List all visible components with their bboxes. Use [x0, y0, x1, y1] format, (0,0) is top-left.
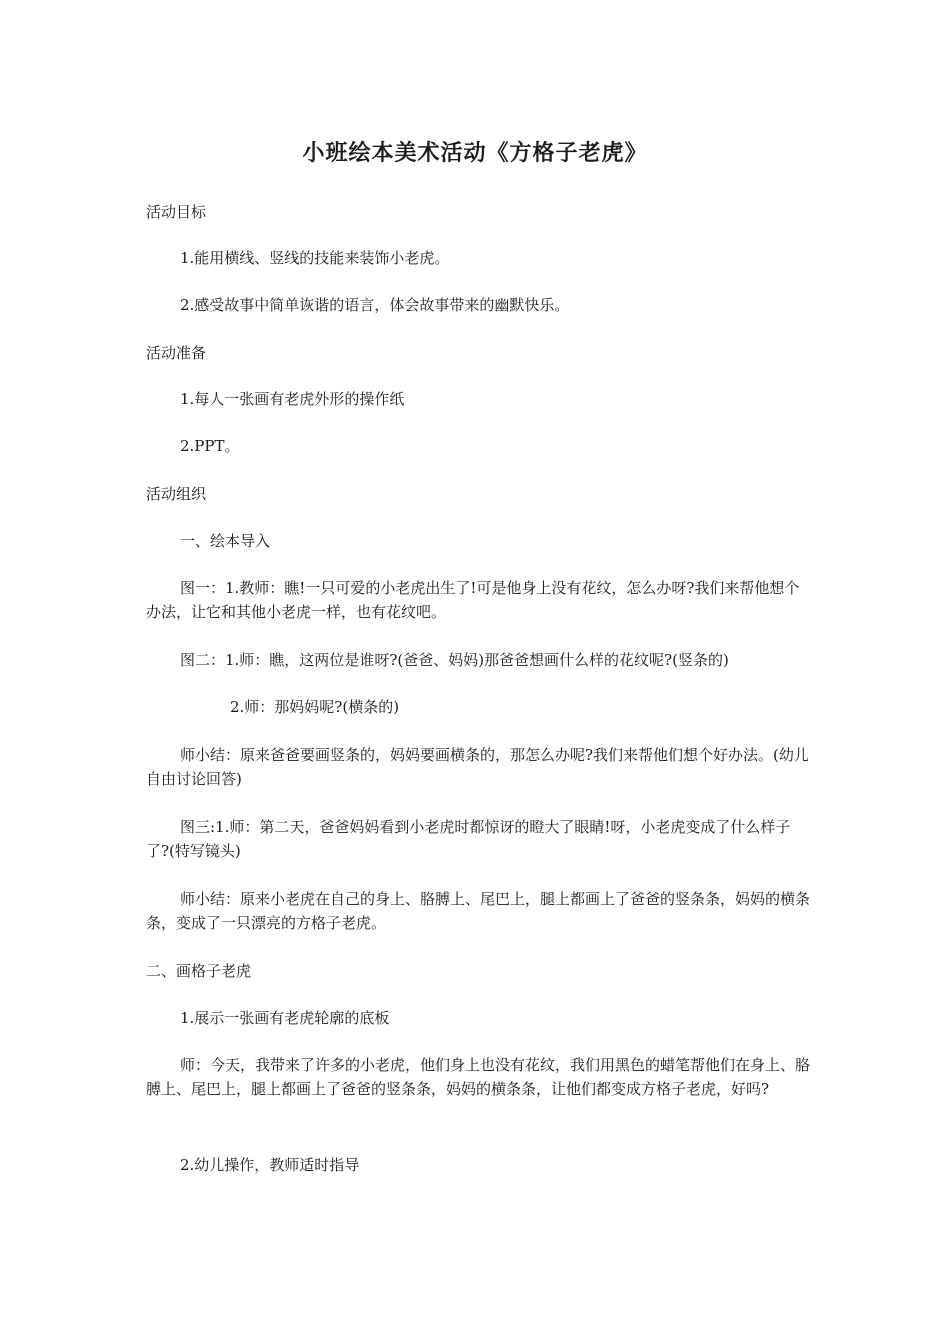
- teacher-talk-paragraph: 师：今天，我带来了许多的小老虎，他们身上也没有花纹，我们用黑色的蜡笔帮他们在身上、胳膊上、尾巴上，腿上都画上了爸爸的竖条条，妈妈的横条条，让他们都变成方格子老虎，好吗?: [146, 1056, 811, 1098]
- goal-item-1: 1.能用横线、竖线的技能来装饰小老虎。: [180, 249, 450, 267]
- part2-heading: 二、画格子老虎: [146, 962, 252, 980]
- step-2: 2.幼儿操作，教师适时指导: [180, 1156, 360, 1174]
- summary-1-paragraph: 师小结：原来爸爸要画竖条的，妈妈要画横条的，那怎么办呢?我们来帮他们想个好办法。(幼儿自由讨论回答): [146, 746, 809, 788]
- org-heading: 活动组织: [146, 485, 207, 503]
- figure2-line-a: 图二：1.师：瞧，这两位是谁呀?(爸爸、妈妈)那爸爸想画什么样的花纹呢?(竖条的): [180, 651, 729, 669]
- goals-heading: 活动目标: [146, 203, 207, 221]
- step-1: 1.展示一张画有老虎轮廓的底板: [180, 1009, 390, 1027]
- part1-heading: 一、绘本导入: [180, 532, 271, 550]
- prep-item-1: 1.每人一张画有老虎外形的操作纸: [180, 390, 405, 408]
- summary-2-paragraph: 师小结：原来小老虎在自己的身上、胳膊上、尾巴上，腿上都画上了爸爸的竖条条，妈妈的横条条，变成了一只漂亮的方格子老虎。: [146, 890, 811, 932]
- figure1-paragraph: 图一：1.教师：瞧!一只可爱的小老虎出生了!可是他身上没有花纹，怎么办呀?我们来帮他想个办法，让它和其他小老虎一样，也有花纹吧。: [146, 579, 800, 621]
- goal-item-2: 2.感受故事中简单诙谐的语言，体会故事带来的幽默快乐。: [180, 296, 570, 314]
- prep-item-2: 2.PPT。: [180, 437, 240, 455]
- prep-heading: 活动准备: [146, 344, 207, 362]
- figure2-line-b: 2.师：那妈妈呢?(横条的): [230, 698, 400, 716]
- document-title: 小班绘本美术活动《方格子老虎》: [302, 140, 648, 166]
- figure3-paragraph: 图三:1.师：第二天，爸爸妈妈看到小老虎时都惊讶的瞪大了眼睛!呀，小老虎变成了什么样子了?(特写镜头): [146, 818, 791, 860]
